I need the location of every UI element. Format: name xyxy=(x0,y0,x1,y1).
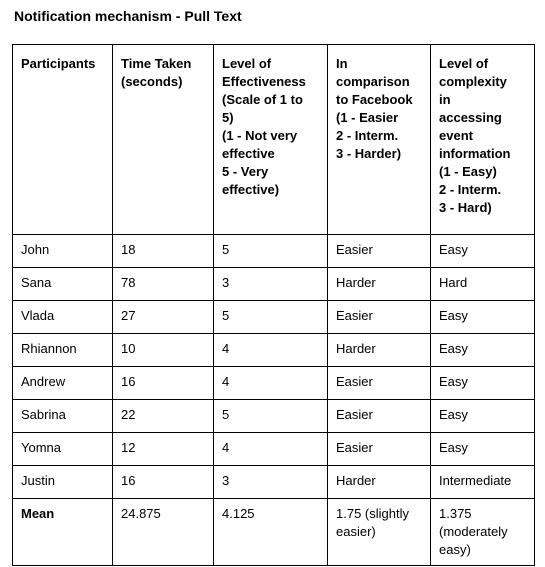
complexity-cell: Easy xyxy=(431,433,535,466)
participant-cell: Sana xyxy=(13,268,113,301)
time-taken-cell: 27 xyxy=(113,301,214,334)
participant-cell: Rhiannon xyxy=(13,334,113,367)
complexity-cell: Easy xyxy=(431,334,535,367)
header-time-taken: Time Taken (seconds) xyxy=(113,45,214,235)
mean-complexity: 1.375 (moderately easy) xyxy=(431,499,535,566)
table-header-row xyxy=(13,45,535,235)
mean-label: Mean xyxy=(13,499,113,566)
comparison-cell: Harder xyxy=(328,334,431,367)
comparison-cell: Easier xyxy=(328,400,431,433)
table-row xyxy=(13,235,535,268)
comparison-cell: Harder xyxy=(328,466,431,499)
document-title: Notification mechanism - Pull Text xyxy=(14,8,242,24)
results-table xyxy=(12,44,535,566)
comparison-cell: Easier xyxy=(328,367,431,400)
mean-time-taken: 24.875 xyxy=(113,499,214,566)
mean-comparison: 1.75 (slightly easier) xyxy=(328,499,431,566)
effectiveness-cell: 4 xyxy=(214,367,328,400)
complexity-cell: Intermediate xyxy=(431,466,535,499)
table-row xyxy=(13,433,535,466)
table-body xyxy=(13,235,535,566)
comparison-cell: Easier xyxy=(328,235,431,268)
complexity-cell: Easy xyxy=(431,367,535,400)
participant-cell: Yomna xyxy=(13,433,113,466)
table-row xyxy=(13,367,535,400)
time-taken-cell: 18 xyxy=(113,235,214,268)
mean-effectiveness: 4.125 xyxy=(214,499,328,566)
complexity-cell: Easy xyxy=(431,235,535,268)
table-row xyxy=(13,466,535,499)
header-participants: Participants xyxy=(13,45,113,235)
complexity-cell: Easy xyxy=(431,400,535,433)
header-facebook-comparison: In comparison to Facebook (1 - Easier 2 - Interm. 3 - Harder) xyxy=(328,45,431,235)
participant-cell: Justin xyxy=(13,466,113,499)
table-row xyxy=(13,400,535,433)
table-row xyxy=(13,301,535,334)
effectiveness-cell: 3 xyxy=(214,268,328,301)
time-taken-cell: 10 xyxy=(113,334,214,367)
effectiveness-cell: 5 xyxy=(214,400,328,433)
mean-row xyxy=(13,499,535,566)
participant-cell: Andrew xyxy=(13,367,113,400)
effectiveness-cell: 4 xyxy=(214,433,328,466)
time-taken-cell: 12 xyxy=(113,433,214,466)
participant-cell: John xyxy=(13,235,113,268)
comparison-cell: Easier xyxy=(328,433,431,466)
table-row xyxy=(13,334,535,367)
complexity-cell: Hard xyxy=(431,268,535,301)
comparison-cell: Easier xyxy=(328,301,431,334)
header-effectiveness: Level of Effectiveness (Scale of 1 to 5) (1 - Not very effective 5 - Very effective) xyxy=(214,45,328,235)
time-taken-cell: 16 xyxy=(113,466,214,499)
comparison-cell: Harder xyxy=(328,268,431,301)
time-taken-cell: 22 xyxy=(113,400,214,433)
complexity-cell: Easy xyxy=(431,301,535,334)
participant-cell: Vlada xyxy=(13,301,113,334)
header-complexity: Level of complexity in accessing event information (1 - Easy) 2 - Interm. 3 - Hard) xyxy=(431,45,535,235)
effectiveness-cell: 5 xyxy=(214,301,328,334)
effectiveness-cell: 3 xyxy=(214,466,328,499)
participant-cell: Sabrina xyxy=(13,400,113,433)
time-taken-cell: 16 xyxy=(113,367,214,400)
effectiveness-cell: 5 xyxy=(214,235,328,268)
time-taken-cell: 78 xyxy=(113,268,214,301)
effectiveness-cell: 4 xyxy=(214,334,328,367)
table-row xyxy=(13,268,535,301)
